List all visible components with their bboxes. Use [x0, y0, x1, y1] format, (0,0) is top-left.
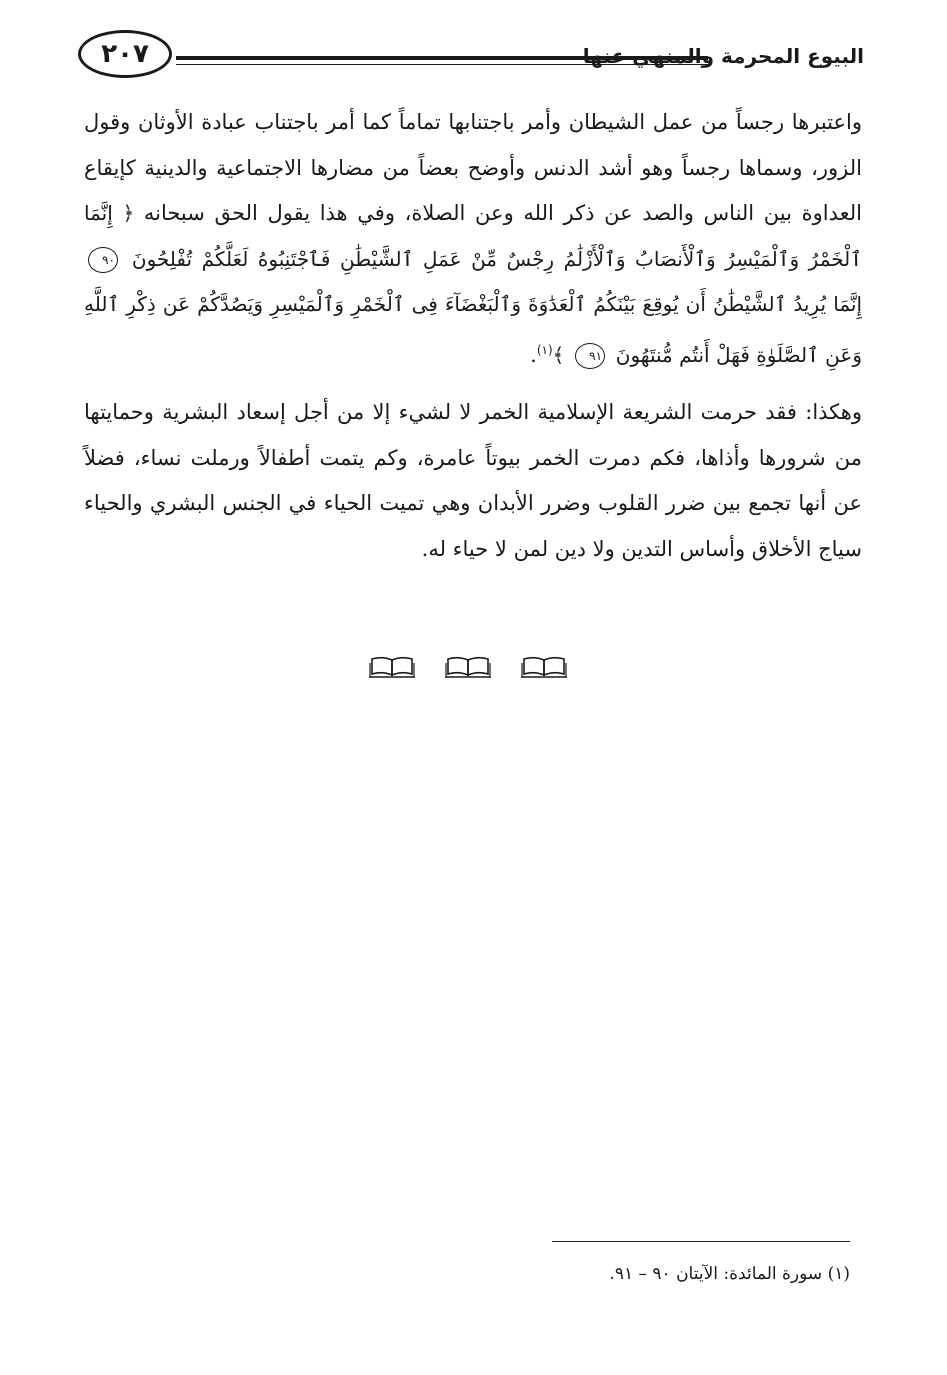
ayah-marker-90: ٩٠	[88, 247, 118, 273]
ayah-marker-91: ٩١	[575, 343, 605, 369]
footnote-reference[interactable]: (١)	[536, 342, 553, 357]
verse-91: إِنَّمَا يُرِيدُ ٱلشَّيْطَٰنُ أَن يُوقِعَ بَيْنَكُمُ ٱلْعَدَٰوَةَ وَٱلْبَغْضَآءَ فِى ٱلْخَمْرِ وَٱلْمَيْسِرِ وَيَصُدَّكُمْ عَن ذِكْرِ ٱللَّهِ وَعَنِ ٱلصَّلَوٰةِ فَهَلْ أَنتُم مُّنتَهُونَ	[84, 292, 862, 367]
footnote-1: (١) سورة المائدة: الآيتان ٩٠ – ٩١.	[609, 1264, 850, 1284]
footnote-rule	[552, 1241, 850, 1242]
paragraph-1-end: .	[530, 342, 537, 367]
open-book-icon	[520, 655, 568, 679]
verse-close-bracket: ﴾	[552, 342, 565, 367]
section-separator	[368, 655, 568, 681]
paragraph-1-intro: واعتبرها رجساً من عمل الشيطان وأمر باجتنابها تماماً كما أمر باجتناب عبادة الأوثان وقول الزور، وسماها رجساً وهو أشد الدنس وأوضح بعضاً من مضارها الاجتماعية والدينية كإيقاع العداوة بين الناس والصد عن ذكر الله وعن الصلاة، وفي هذا يقول الحق سبحانه	[84, 110, 862, 225]
paragraph-1	[84, 100, 862, 378]
verse-90: إِنَّمَا ٱلْخَمْرُ وَٱلْمَيْسِرُ وَٱلْأَنصَابُ وَٱلْأَزْلَٰمُ رِجْسٌ مِّنْ عَمَلِ ٱلشَّيْطَٰنِ فَٱجْتَنِبُوهُ لَعَلَّكُمْ تُفْلِحُونَ	[84, 201, 862, 271]
running-title: البيوع المحرمة والمنهي عنها	[582, 44, 864, 68]
paragraph-2: وهكذا: فقد حرمت الشريعة الإسلامية الخمر لا لشيء إلا من أجل إسعاد البشرية وحمايتها من شرورها وأذاها، فكم دمرت الخمر بيوتاً عامرة، وكم يتمت أطفالاً ورملت نساء، فضلاً عن أنها تجمع بين ضرر القلوب وضرر الأبدان وهي تميت الحياء في الجنس البشري والحياء سياج الأخلاق وأساس التدين ولا دين لمن لا حياء له.	[84, 400, 862, 561]
open-book-icon	[368, 655, 416, 679]
page-header	[78, 30, 864, 86]
open-book-icon	[444, 655, 492, 679]
page-number: ٢٠٧	[78, 30, 172, 78]
main-text	[84, 100, 862, 572]
verse-open-bracket: ﴿	[122, 201, 135, 225]
